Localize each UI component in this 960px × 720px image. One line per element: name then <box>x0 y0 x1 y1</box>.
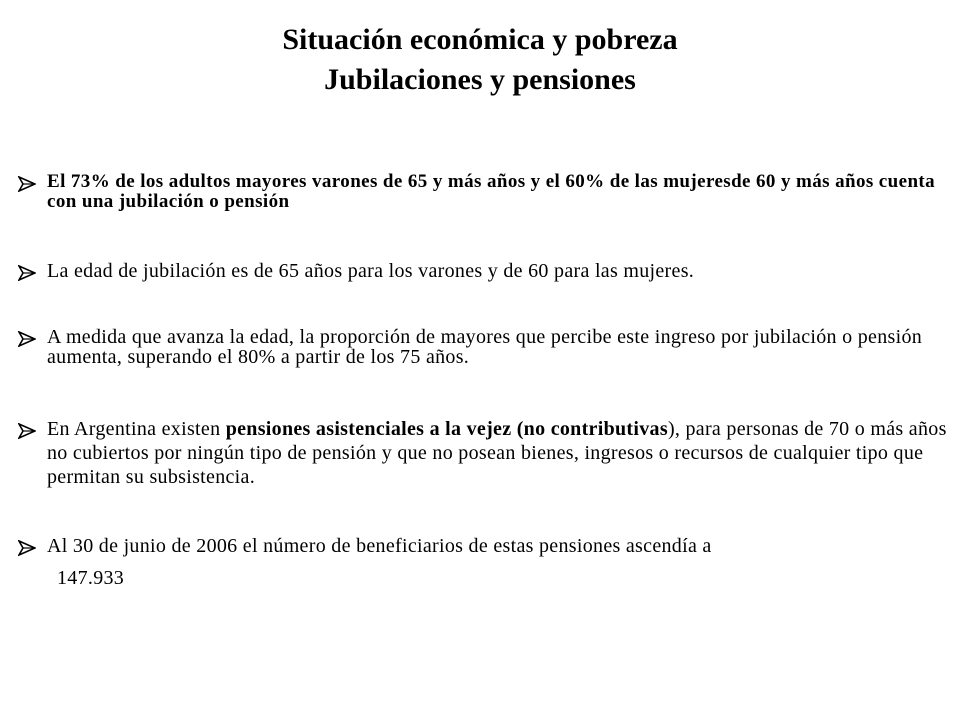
bullet-emphasis: pensiones asistenciales a la vejez (no contributivas <box>225 418 668 440</box>
bullet-item <box>18 327 953 367</box>
arrowhead-bullet-icon <box>18 538 47 558</box>
bullet-item <box>18 261 953 283</box>
bullet-item <box>18 172 953 212</box>
bullet-item <box>18 417 953 489</box>
title-line-1: Situación económica y pobreza <box>282 23 678 56</box>
bullet-text <box>47 417 953 489</box>
arrowhead-bullet-icon <box>18 329 47 349</box>
title-line-2: Jubilaciones y pensiones <box>324 63 636 96</box>
arrowhead-bullet-icon <box>18 263 47 283</box>
arrowhead-bullet-icon <box>18 174 47 194</box>
bullet-text-main: Al 30 de junio de 2006 el número de beneficiarios de estas pensiones ascendía a <box>47 535 712 557</box>
arrowhead-bullet-icon <box>18 421 47 441</box>
bullet-text: El 73% de los adultos mayores varones de 65 y más años y el 60% de las mujeresde 60 y más años cuenta con una jubilación o pensión <box>47 171 936 212</box>
bullet-text-after: ), para personas de 70 o más años no cubiertos por ningún tipo de pensión y que no posean bienes, ingresos o recursos de cualquier tipo que permitan su subsistencia. <box>47 418 947 488</box>
bullet-text-before: En Argentina existen <box>47 418 226 440</box>
bullet-text: La edad de jubilación es de 65 años para los varones y de 60 para las mujeres. <box>47 260 695 282</box>
bullet-item <box>18 530 953 594</box>
bullet-text <box>47 530 953 594</box>
slide-title <box>0 20 960 100</box>
bullet-text: A medida que avanza la edad, la proporción de mayores que percibe este ingreso por jubilación o pensión aumenta, superando el 80% a partir de los 75 años. <box>47 326 923 368</box>
beneficiaries-count: 147.933 <box>57 567 125 589</box>
